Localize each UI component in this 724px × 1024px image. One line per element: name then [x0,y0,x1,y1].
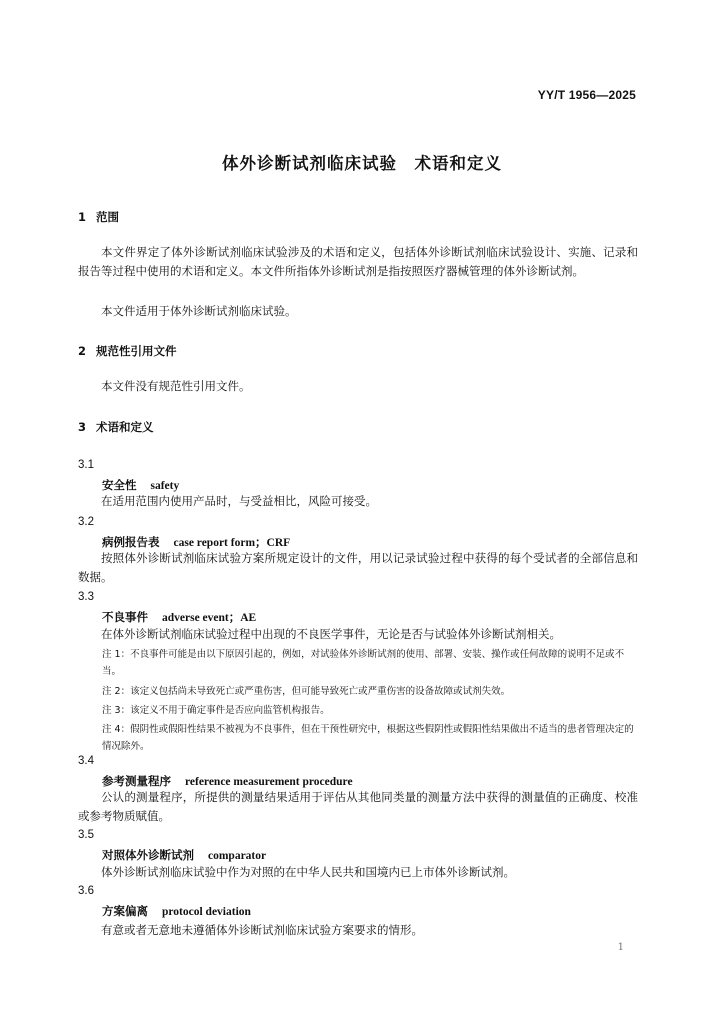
section-2-number: 2 [78,344,87,358]
note-1 [78,646,638,680]
term-zh: 不良事件 [102,610,148,624]
section-1-paragraph-2: 本文件适用于体外诊断试剂临床试验。 [101,304,297,318]
note-label: 注 2： [102,686,131,697]
term-zh: 对照体外诊断试剂 [102,848,194,862]
term-heading [102,847,266,863]
section-1-paragraph-1: 本文件界定了体外诊断试剂临床试验涉及的术语和定义，包括体外诊断试剂临床试验设计、实施、记录和报告等过程中使用的术语和定义。本文件所指体外诊断试剂是指按照医疗器械管理的体外诊断试剂。 [78,245,638,278]
term-number: 3.6 [78,885,94,897]
term-heading [102,903,251,919]
section-3-number: 3 [78,420,87,434]
document-title: 体外诊断试剂临床试验 术语和定义 [222,154,502,173]
term-number: 3.2 [78,516,94,528]
note-label: 注 1： [102,649,131,660]
term-definition: 有意或者无意地未遵循体外诊断试剂临床试验方案要求的情形。 [101,923,423,937]
term-en: safety [150,480,180,492]
term-en: protocol deviation [162,906,251,918]
term-heading [102,477,179,493]
term-heading [102,773,353,789]
term-en: case report form；CRF [173,537,291,549]
term-zh: 安全性 [102,478,137,492]
section-3-title: 术语和定义 [96,420,154,434]
term-number: 3.4 [78,755,94,767]
term-definition: 按照体外诊断试剂临床试验方案所规定设计的文件，用以记录试验过程中获得的每个受试者的全部信息和数据。 [78,551,638,584]
note-text: 不良事件可能是由以下原因引起的，例如，对试验体外诊断试剂的使用、部署、安装、操作或任何故障的说明不足或不当。 [102,649,625,677]
term-heading [102,534,290,550]
term-en: adverse event；AE [162,612,257,624]
section-1-number: 1 [78,210,87,224]
term-zh: 方案偏离 [102,904,148,918]
term-zh: 病例报告表 [102,535,160,549]
note-text: 假阴性或假阳性结果不被视为不良事件，但在干预性研究中，根据这些假阴性或假阳性结果做出不适当的患者管理决定的情况除外。 [102,724,634,752]
term-zh: 参考测量程序 [102,774,171,788]
note-text: 该定义不用于确定事件是否应向监管机构报告。 [130,705,330,716]
section-2-title: 规范性引用文件 [96,344,177,358]
section-2-heading [78,343,177,359]
term-definition: 在适用范围内使用产品时，与受益相比，风险可接受。 [101,494,377,508]
term-number: 3.1 [78,459,94,471]
section-2-paragraph-1: 本文件没有规范性引用文件。 [101,379,251,393]
section-1-title: 范围 [96,210,119,224]
term-heading [102,609,256,625]
term-definition: 在体外诊断试剂临床试验过程中出现的不良医学事件，无论是否与试验体外诊断试剂相关。 [101,627,561,641]
term-number: 3.5 [78,829,94,841]
section-1-heading [78,209,119,225]
note-3 [78,702,638,719]
term-number: 3.3 [78,591,94,603]
page-number: 1 [617,942,624,953]
term-definition: 体外诊断试剂临床试验中作为对照的在中华人民共和国境内已上市体外诊断试剂。 [101,865,515,879]
term-definition: 公认的测量程序，所提供的测量结果适用于评估从其他同类量的测量方法中获得的测量值的正确度、校准或参考物质赋值。 [78,790,638,823]
note-label: 注 3： [102,705,131,716]
term-en: reference measurement procedure [185,776,353,788]
standard-code: YY/T 1956—2025 [537,88,636,102]
note-text: 该定义包括尚未导致死亡或严重伤害，但可能导致死亡或严重伤害的设备故障或试剂失效。 [130,686,511,697]
section-3-heading [78,419,154,435]
term-en: comparator [208,850,267,862]
note-2 [78,683,638,700]
note-label: 注 4： [102,724,131,735]
note-4 [78,721,638,755]
